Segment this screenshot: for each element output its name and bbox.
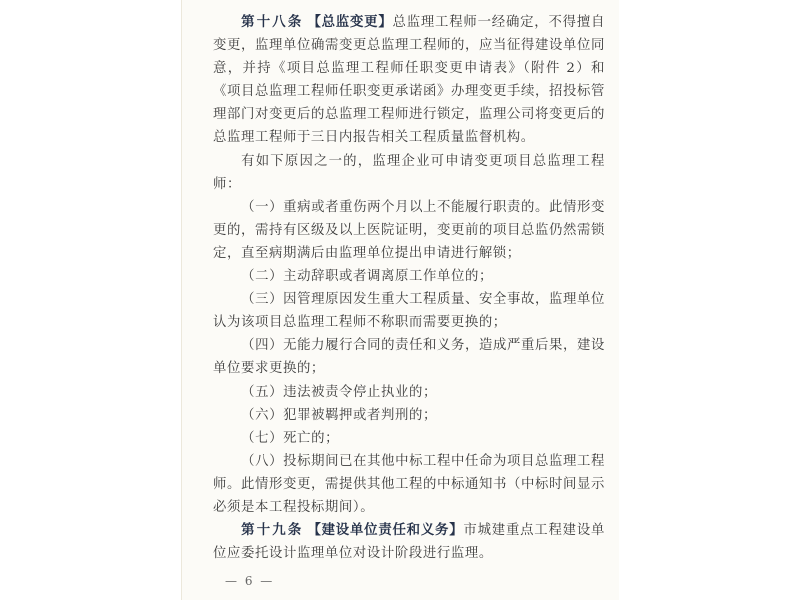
article-title: 【总监变更】 [307,14,393,30]
article-18-paragraph [213,11,605,150]
list-item: （八）投标期间已在其他中标工程中任命为项目总监理工程师。此情形变更，需提供其他工程的中标通知书（中标时间显示必须是本工程投标期间）。 [213,453,605,515]
list-item: （一）重病或者重伤两个月以上不能履行职责的。此情形变更的，需持有区级及以上医院证明，变更前的项目总监仍然需锁定，直至病期满后由监理单位提出申请进行解锁； [213,199,605,261]
article-number: 第十八条 [241,14,304,30]
article-number: 第十九条 [241,522,304,539]
list-item: （五）违法被责令停止执业的； [241,384,437,400]
list-item: （三）因管理原因发生重大工程质量、安全事故，监理单位认为该项目总监理工程师不称职而需要更换的； [213,292,605,331]
article-text: 市城建重点工程建设单位应委托设计监理单位对设计阶段进行监理。 [213,523,605,562]
list-item: （七）死亡的； [241,430,340,446]
list-item: （六）犯罪被羁押或者判刑的； [241,407,437,423]
document-body [213,11,605,565]
article-19-paragraph [213,519,605,565]
paragraph: 有如下原因之一的，监理企业可申请变更项目总监理工程师： [213,153,605,192]
page-number: — 6 — [225,574,275,588]
article-text: 总监理工程师一经确定，不得擅自变更，监理单位确需变更总监理工程师的，应当征得建设单位同意，并持《项目总监理工程师任职变更申请表》（附件 2）和《项目总监理工程师任职变更承诺函》办理变更手续，招投标管理部门对变更后的总监理工程师进行锁定，监理公司将变更后的总监理工程师于三日内报告相关工程质量监督机构。 [213,15,605,146]
list-item: （二）主动辞职或者调离原工作单位的； [241,269,493,285]
article-title: 【建设单位责任和义务】 [307,522,464,539]
list-item: （四）无能力履行合同的责任和义务，造成严重后果，建设单位要求更换的； [213,338,605,377]
